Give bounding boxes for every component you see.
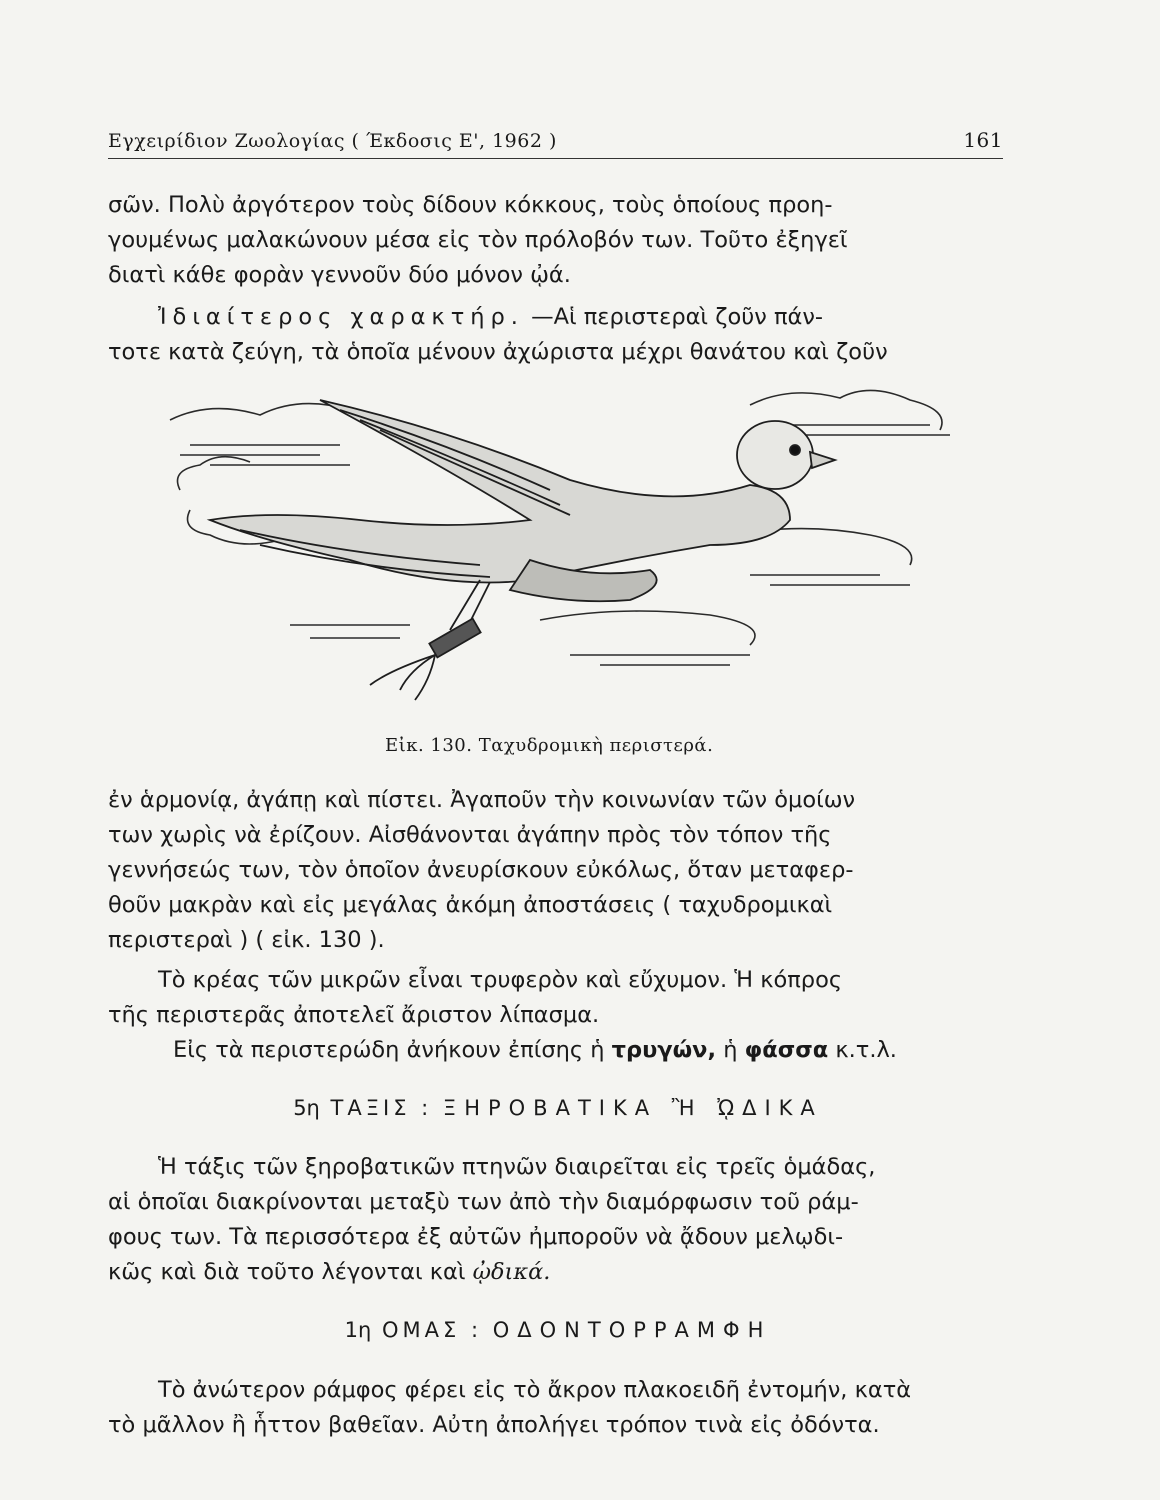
text-line: ἐν ἁρμονίᾳ, ἀγάπῃ καὶ πίστει. Ἀγαποῦν τὴν κοινωνίαν τῶν ὁμοίων: [108, 787, 856, 813]
relatives-paragraph: [108, 1033, 1008, 1068]
group-paragraph: [108, 1373, 1008, 1443]
text-fragment: Εἰς τὰ περιστερώδη ἀνήκουν ἐπίσης ἡ: [173, 1037, 605, 1063]
figure-caption: Εἰκ. 130. Ταχυδρομικὴ περιστερά.: [385, 735, 714, 756]
text-line: αἱ ὁποῖαι διακρίνονται μεταξὺ των ἀπὸ τὴν διαμόρφωσιν τοῦ ράμ-: [108, 1189, 859, 1215]
heading-title: ΞΗΡΟΒΑΤΙΚΑ Ἢ ᾨΔΙΚΑ: [442, 1096, 823, 1120]
continuation-paragraph: [108, 783, 1008, 958]
text-line: γουμένως μαλακώνουν μέσα εἰς τὸν πρόλοβόν των. Τοῦτο ἐξηγεῖ: [108, 227, 848, 253]
heading-ordinal: 5η: [293, 1096, 320, 1120]
heading-ordinal: 1η: [344, 1318, 372, 1342]
text-line: διατὶ κάθε φορὰν γεννοῦν δύο μόνον ᾠά.: [108, 262, 571, 288]
text-line: [108, 1033, 1008, 1068]
heading-label: ΤΑΞΙΣ :: [330, 1096, 433, 1120]
term-odika: ᾠδικά.: [472, 1259, 551, 1285]
page-number: 161: [963, 128, 1003, 152]
running-header: [108, 128, 1003, 159]
term-fassa: φάσσα: [744, 1037, 829, 1063]
text-fragment: ἡ: [723, 1037, 738, 1063]
flying-pigeon-illustration: [150, 370, 990, 740]
text-line: [108, 300, 1008, 335]
text-line: τῆς περιστερᾶς ἀποτελεῖ ἄριστον λίπασμα.: [108, 1002, 600, 1028]
text-line: των χωρὶς νὰ ἐρίζουν. Αἰσθάνονται ἀγάπην πρὸς τὸν τόπον τῆς: [108, 822, 832, 848]
group-heading: [108, 1318, 1008, 1342]
meat-paragraph: [108, 963, 1008, 1033]
text-line: τὸ μᾶλλον ἢ ἧττον βαθεῖαν. Αὐτη ἀπολήγει τρόπον τινὰ εἰς ὀδόντα.: [108, 1412, 880, 1438]
top-paragraph: [108, 188, 1008, 293]
term-trygon: τρυγών,: [611, 1037, 717, 1063]
text-line: Ἡ τάξις τῶν ξηροβατικῶν πτηνῶν διαιρεῖται εἰς τρεῖς ὁμάδας,: [158, 1154, 876, 1180]
text-line: Τὸ κρέας τῶν μικρῶν εἶναι τρυφερὸν καὶ εὔχυμον. Ἡ κόπρος: [158, 967, 843, 993]
text-line: φους των. Τὰ περισσότερα ἐξ αὐτῶν ἠμποροῦν νὰ ᾄδουν μελῳδι-: [108, 1224, 844, 1250]
text-line: Τὸ ἀνώτερον ράμφος φέρει εἰς τὸ ἄκρον πλακοειδῆ ἐντομήν, κατὰ: [158, 1377, 912, 1403]
character-term: Ἰδιαίτερος χαρακτήρ.: [158, 304, 524, 330]
heading-label: ΟΜΑΣ :: [382, 1318, 483, 1342]
text-line: [108, 1255, 1008, 1290]
running-title: Εγχειρίδιον Ζωολογίας ( Έκδοσις Ε', 1962 ): [108, 130, 557, 152]
text-fragment: κῶς καὶ διὰ τοῦτο λέγονται καὶ: [108, 1259, 466, 1285]
text-fragment: —Αἱ περιστεραὶ ζοῦν πάν-: [531, 304, 824, 330]
text-line: γεννήσεώς των, τὸν ὁποῖον ἀνευρίσκουν εὐκόλως, ὅταν μεταφερ-: [108, 857, 854, 883]
figure-130: [150, 370, 990, 770]
text-line: σῶν. Πολὺ ἀργότερον τοὺς δίδουν κόκκους, τοὺς ὁποίους προη-: [108, 192, 833, 218]
text-line: τοτε κατὰ ζεύγη, τὰ ὁποῖα μένουν ἀχώριστα μέχρι θανάτου καὶ ζοῦν: [108, 339, 888, 365]
heading-title: ΟΔΟΝΤΟΡΡΑΜΦΗ: [492, 1318, 772, 1342]
text-fragment: κ.τ.λ.: [835, 1037, 897, 1063]
character-paragraph: [108, 300, 1008, 370]
text-line: περιστεραὶ ) ( εἰκ. 130 ).: [108, 927, 385, 953]
order-paragraph: [108, 1150, 1008, 1290]
text-line: θοῦν μακρὰν καὶ εἰς μεγάλας ἀκόμη ἀποστάσεις ( ταχυδρομικαὶ: [108, 892, 833, 918]
order-heading: [108, 1096, 1008, 1120]
